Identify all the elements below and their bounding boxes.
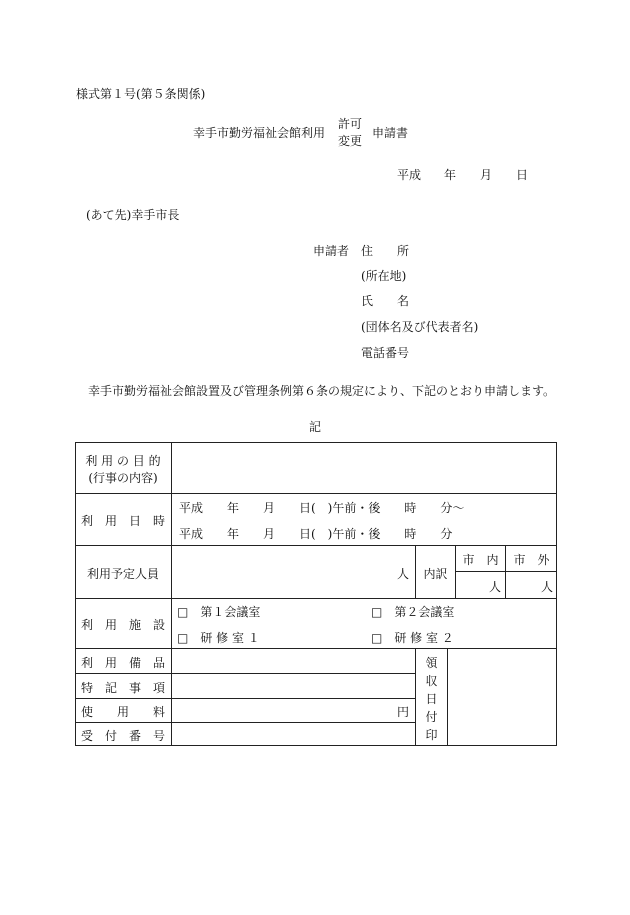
datetime-label: 利 用 日 時	[80, 514, 165, 528]
fee-unit: 円	[397, 705, 410, 719]
date-year: 年	[444, 168, 457, 182]
fee-field[interactable]	[175, 700, 385, 720]
addressee: (あて先)幸手市長	[86, 208, 180, 222]
datetime-line-2[interactable]: 平成 年 月 日( )午前・後 時 分	[179, 527, 453, 541]
stamp-char: 領	[425, 656, 438, 670]
facility-label: 利 用 施 設	[80, 618, 165, 632]
applicant-org: (団体名及び代表者名)	[361, 320, 479, 334]
people-field[interactable]	[175, 548, 391, 594]
stamp-char: 付	[425, 710, 438, 724]
notes-field[interactable]	[175, 676, 411, 696]
applicant-label: 申請者	[313, 244, 350, 258]
equipment-field[interactable]	[175, 651, 411, 671]
facility-checkbox-room1[interactable]: □ 第１会議室	[177, 605, 261, 619]
facility-checkbox-training1[interactable]: □ 研 修 室 １	[177, 631, 260, 645]
body-text: 幸手市勤労福祉会館設置及び管理条例第６条の規定により、下記のとおり申請します。	[88, 384, 556, 398]
receipt-stamp-area[interactable]	[449, 650, 555, 744]
people-unit: 人	[397, 567, 410, 581]
ki-label: 記	[309, 420, 322, 434]
title-option-permit: 許可	[338, 117, 363, 131]
equipment-label: 利 用 備 品	[80, 656, 165, 670]
stamp-char: 収	[425, 674, 438, 688]
date-day: 日	[516, 168, 529, 182]
receipt-number-field[interactable]	[175, 725, 411, 744]
in-city-unit: 人	[489, 580, 502, 594]
fee-label: 使 用 料	[80, 705, 165, 719]
form-number: 様式第１号(第５条関係)	[76, 87, 206, 101]
applicant-location: (所在地)	[361, 269, 407, 283]
application-table	[75, 442, 557, 746]
in-city-label: 市 内	[462, 553, 499, 567]
facility-checkbox-training2[interactable]: □ 研 修 室 ２	[371, 631, 454, 645]
receipt-stamp-label	[416, 654, 447, 744]
title-option-change: 変更	[338, 134, 363, 148]
title-left: 幸手市勤労福祉会館利用	[193, 126, 326, 140]
out-city-label: 市 外	[513, 553, 550, 567]
date-era: 平成	[397, 168, 422, 182]
purpose-sub-label: (行事の内容)	[88, 471, 158, 485]
breakdown-label: 内訳	[423, 567, 448, 581]
applicant-phone: 電話番号	[361, 346, 410, 360]
purpose-label: 利 用 の 目 的	[85, 454, 161, 468]
applicant-address: 住 所	[361, 244, 410, 258]
people-label: 利用予定人員	[86, 567, 159, 581]
datetime-line-1[interactable]: 平成 年 月 日( )午前・後 時 分～	[179, 501, 465, 515]
stamp-char: 日	[425, 692, 438, 706]
facility-checkbox-room2[interactable]: □ 第２会議室	[371, 605, 455, 619]
stamp-char: 印	[425, 728, 438, 742]
date-month: 月	[480, 168, 493, 182]
receipt-number-label: 受 付 番 号	[80, 729, 165, 743]
applicant-name: 氏 名	[361, 294, 410, 308]
notes-label: 特 記 事 項	[80, 681, 165, 695]
purpose-field[interactable]	[175, 448, 553, 488]
out-city-unit: 人	[541, 580, 554, 594]
title-right: 申請書	[372, 126, 409, 140]
